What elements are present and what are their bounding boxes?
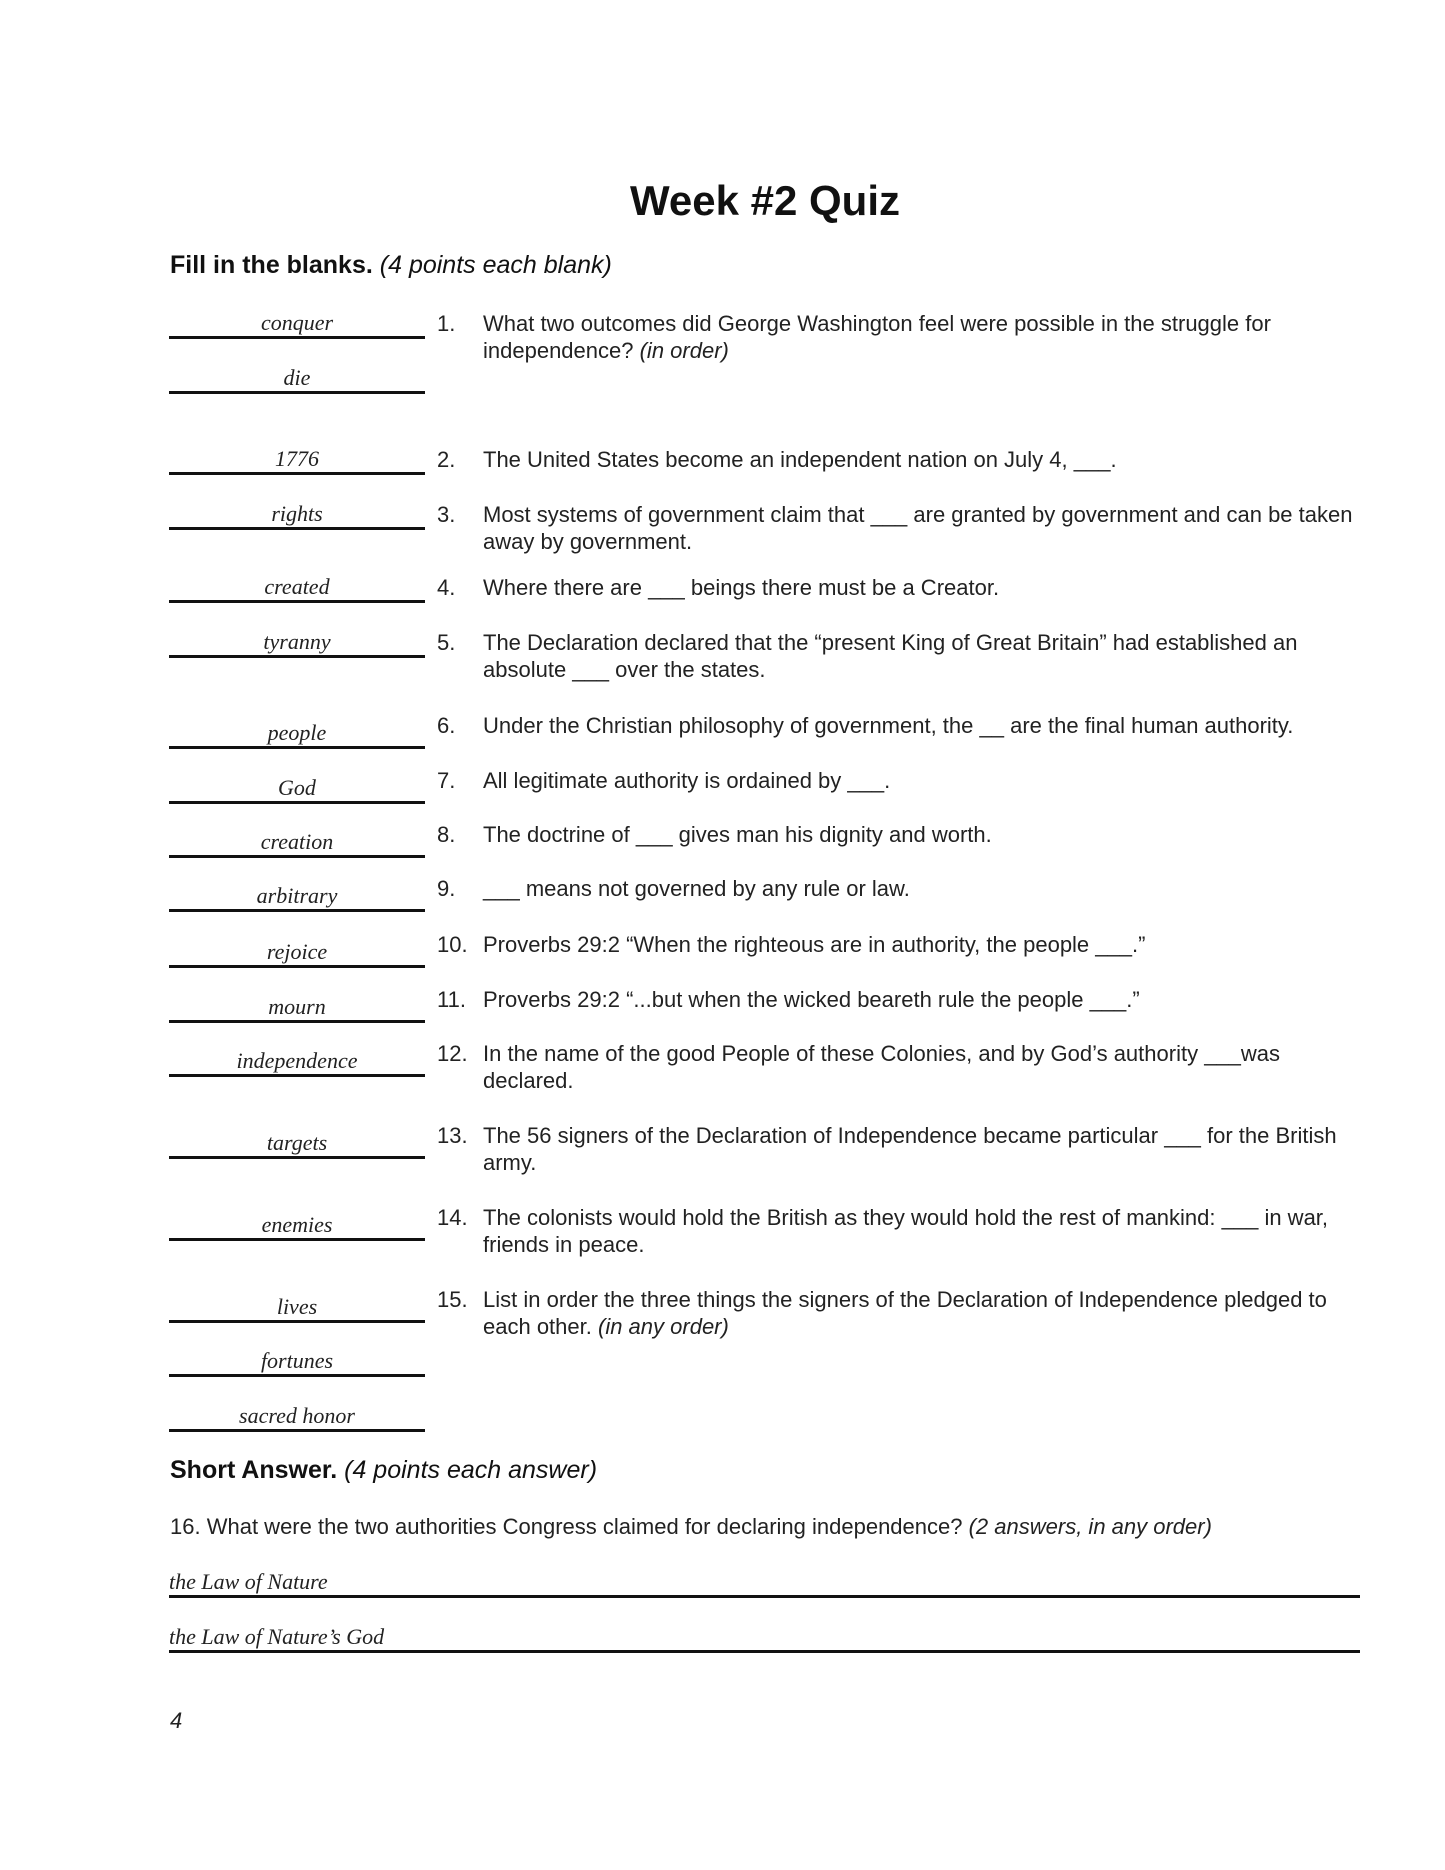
question-number-15: 15. [437,1287,468,1312]
answer-blank-1b[interactable]: die [169,364,425,394]
question-number-6: 6. [437,713,456,738]
question-number-1: 1. [437,311,456,336]
answer-blank-5[interactable]: tyranny [169,628,425,658]
question-12: In the name of the good People of these Colonies, and by God’s authority ___was declared. [483,1041,1281,1093]
answer-blank-1a[interactable]: conquer [169,309,425,339]
question-7: All legitimate authority is ordained by ___. [483,768,891,793]
short-answer-line-2[interactable]: the Law of Nature’s God [169,1623,1360,1653]
question-16 [170,1513,1370,1540]
question-15 [483,1286,1363,1340]
question-15-hint: (in any order) [598,1314,729,1339]
answer-blank-2[interactable]: 1776 [169,445,425,475]
answer-blank-15c[interactable]: sacred honor [169,1402,425,1432]
page-title: Week #2 Quiz [629,177,900,224]
question-number-2: 2. [437,447,456,472]
question-number-5: 5. [437,630,456,655]
question-number-13: 13. [437,1123,468,1148]
question-13: The 56 signers of the Declaration of Independence became particular ___ for the British army. [483,1123,1337,1175]
question-1-hint: (in order) [639,338,729,363]
short-answer-heading [170,1455,597,1485]
question-number-8: 8. [437,822,456,847]
answer-blank-11[interactable]: mourn [169,993,425,1023]
answer-blank-15b[interactable]: fortunes [169,1347,425,1377]
answer-blank-15a[interactable]: lives [169,1293,425,1323]
answer-blank-3[interactable]: rights [169,500,425,530]
question-1 [483,310,1363,364]
question-8: The doctrine of ___ gives man his dignity and worth. [483,822,992,847]
question-number-16: 16. [170,1514,201,1539]
short-heading-label: Short Answer. [170,1456,338,1484]
question-3: Most systems of government claim that ___ are granted by government and can be taken away by government. [483,502,1353,554]
answer-blank-13[interactable]: targets [169,1129,425,1159]
short-heading-note: (4 points each answer) [344,1456,598,1484]
question-11: Proverbs 29:2 “...but when the wicked beareth rule the people ___.” [483,987,1140,1012]
question-number-10: 10. [437,932,468,957]
answer-blank-12[interactable]: independence [169,1047,425,1077]
question-9: ___ means not governed by any rule or law. [483,876,910,901]
question-10: Proverbs 29:2 “When the righteous are in authority, the people ___.” [483,932,1146,957]
answer-blank-14[interactable]: enemies [169,1211,425,1241]
question-number-4: 4. [437,575,456,600]
question-1-text: What two outcomes did George Washington feel were possible in the struggle for independence? [483,311,1271,363]
question-number-12: 12. [437,1041,468,1066]
question-5: The Declaration declared that the “present King of Great Britain” had established an absolute ___ over the states. [483,630,1298,682]
question-4: Where there are ___ beings there must be a Creator. [483,575,1000,600]
answer-blank-10[interactable]: rejoice [169,938,425,968]
question-6: Under the Christian philosophy of government, the __ are the final human authority. [483,713,1294,738]
fill-in-blanks-heading [170,250,612,280]
answer-blank-9[interactable]: arbitrary [169,882,425,912]
question-number-11: 11. [437,987,466,1012]
question-16-text: What were the two authorities Congress claimed for declaring independence? [206,1514,963,1539]
answer-blank-8[interactable]: creation [169,828,425,858]
answer-blank-7[interactable]: God [169,774,425,804]
question-number-3: 3. [437,502,456,527]
short-answer-line-1[interactable]: the Law of Nature [169,1568,1360,1598]
question-16-hint: (2 answers, in any order) [968,1514,1212,1539]
question-number-7: 7. [437,768,456,793]
question-2: The United States become an independent nation on July 4, ___. [483,447,1117,472]
fill-heading-label: Fill in the blanks. [170,251,373,279]
page-number: 4 [170,1708,183,1733]
question-14: The colonists would hold the British as they would hold the rest of mankind: ___ in war, friends in peace. [483,1205,1329,1257]
answer-blank-6[interactable]: people [169,719,425,749]
question-number-9: 9. [437,876,456,901]
question-number-14: 14. [437,1205,468,1230]
question-15-text: List in order the three things the signers of the Declaration of Independence pledged to each other. [483,1287,1327,1339]
fill-heading-note: (4 points each blank) [379,251,612,279]
answer-blank-4[interactable]: created [169,573,425,603]
